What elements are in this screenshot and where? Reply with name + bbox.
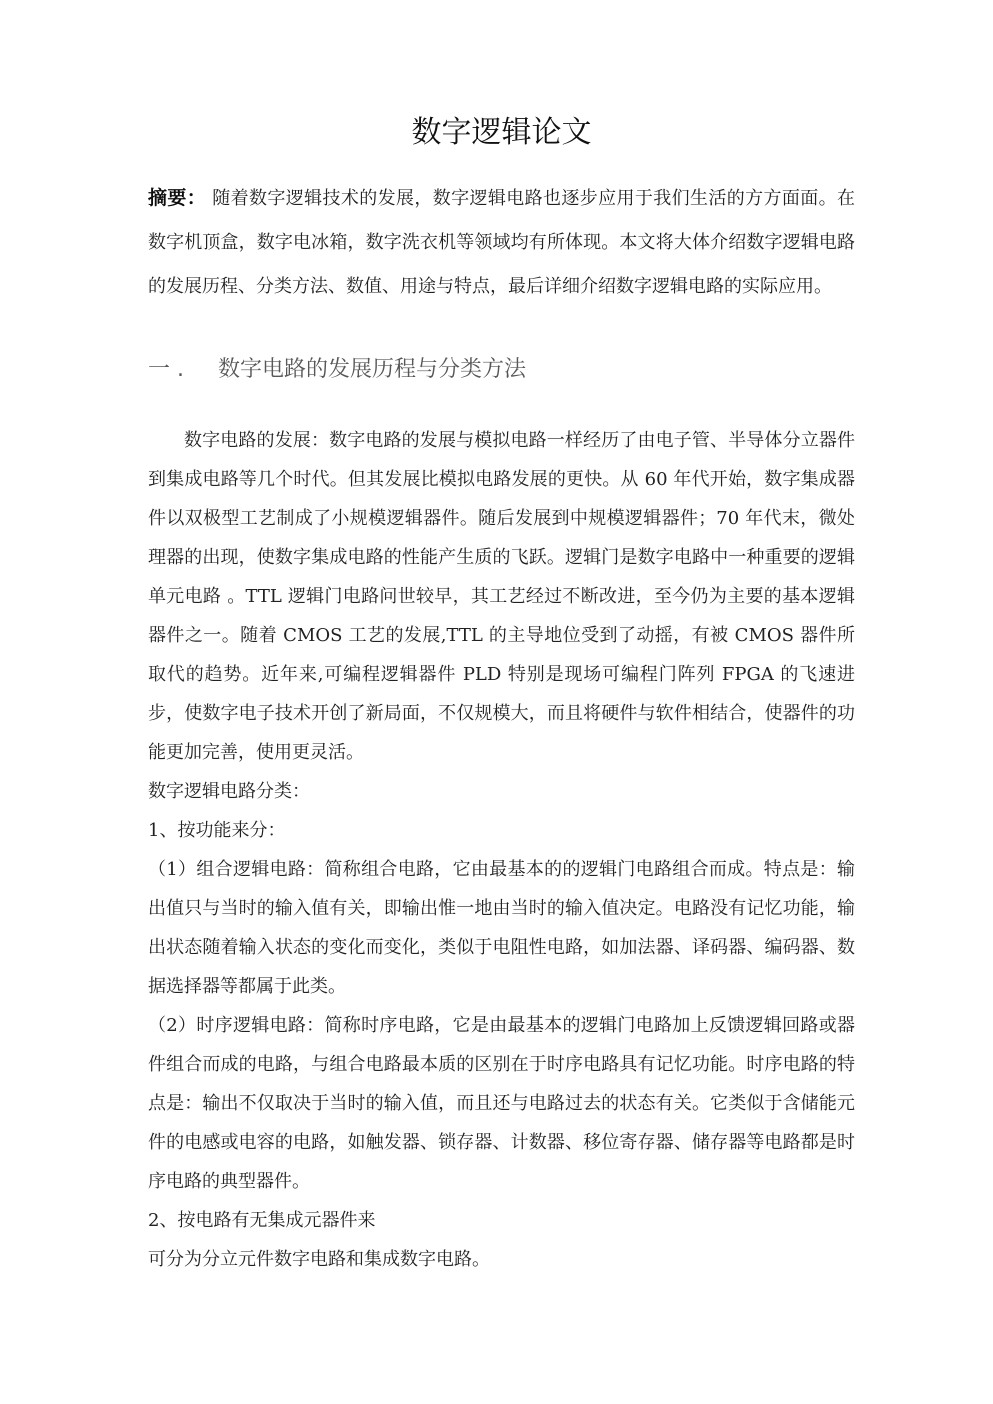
section-heading [148,355,855,385]
section-number: 一 . [148,357,184,382]
document-title: 数字逻辑论文 [411,115,592,150]
section-body [148,421,855,1279]
paragraph-combinational-logic: （1）组合逻辑电路：简称组合电路，它由最基本的的逻辑门电路组合而成。特点是：输出值只与当时的输入值有关，即输出惟一地由当时的输入值决定。电路没有记忆功能，输出状态随着输入状态的变化而变化，类似于电阻性电路，如加法器、译码器、编码器、数据选择器等都属于此类。 [148,859,855,997]
paragraph-by-integration-detail: 可分为分立元件数字电路和集成数字电路。 [148,1249,490,1270]
abstract-label: 摘要： [148,187,207,209]
paragraph-by-integration-label: 2、按电路有无集成元器件来 [148,1210,376,1231]
abstract-paragraph [148,176,855,309]
paragraph-sequential-logic: （2）时序逻辑电路：简称时序电路，它是由最基本的逻辑门电路加上反馈逻辑回路或器件组合而成的电路，与组合电路最本质的区别在于时序电路具有记忆功能。时序电路的特点是：输出不仅取决于当时的输入值，而且还与电路过去的状态有关。它类似于含储能元件的电感或电容的电路，如触发器、锁存器、计数器、移位寄存器、储存器等电路都是时序电路的典型器件。 [148,1015,855,1192]
abstract-text: 随着数字逻辑技术的发展，数字逻辑电路也逐步应用于我们生活的方方面面。在数字机顶盒，数字电冰箱，数字洗衣机等领域均有所体现。本文将大体介绍数字逻辑电路的发展历程、分类方法、数值、用途与特点，最后详细介绍数字逻辑电路的实际应用。 [148,188,855,297]
paragraph-classification-intro: 数字逻辑电路分类： [148,781,310,802]
paragraph-by-function-label: 1、按功能来分： [148,820,286,841]
paragraph-development-history: 数字电路的发展：数字电路的发展与模拟电路一样经历了由电子管、半导体分立器件到集成电路等几个时代。但其发展比模拟电路发展的更快。从 60 年代开始，数字集成器件以双极型工艺制成了小规模逻辑器件。随后发展到中规模逻辑器件；70 年代末，微处理器的出现，使数字集成电路的性能产生质的飞跃。逻辑门是数字电路中一种重要的逻辑单元电路 。TTL 逻辑门电路问世较早，其工艺经过不断改进，至今仍为主要的基本逻辑器件之一。随着 CMOS 工艺的发展,TTL 的主导地位受到了动摇，有被 CMOS 器件所取代的趋势。近年来,可编程逻辑器件 PLD 特别是现场可编程门阵列 FPGA 的飞速进步，使数字电子技术开创了新局面，不仅规模大，而且将硬件与软件相结合，使器件的功能更加完善，使用更灵活。 [148,430,855,763]
section-title: 数字电路的发展历程与分类方法 [218,357,527,382]
